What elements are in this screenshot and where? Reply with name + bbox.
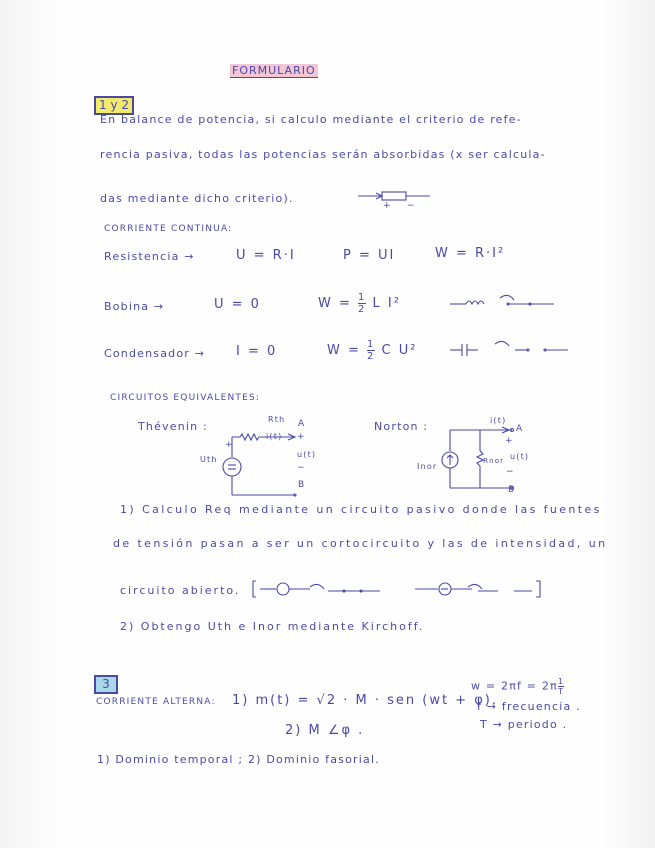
paragraph-line: rencia pasiva, todas las potencias serán absorbidas (x ser calcula- <box>100 148 546 161</box>
denominator: T <box>558 687 565 696</box>
formula-lhs: W = <box>318 296 359 311</box>
paragraph-line: En balance de potencia, si calculo mediante el criterio de refe- <box>100 113 522 126</box>
current-label: i(t) <box>266 432 283 441</box>
dc-label-resistance: Resistencia → <box>104 250 195 263</box>
formula <box>327 339 417 362</box>
step-line: 2) Obtengo Uth e Inor mediante Kirchoff. <box>120 620 425 633</box>
terminal-b: B <box>298 480 306 490</box>
fraction <box>367 339 375 362</box>
coil-symbol-icon <box>450 292 560 312</box>
dc-label-capacitor: Condensador → <box>104 347 206 360</box>
capacitor-symbol-icon <box>450 338 575 358</box>
numerator: 1 <box>557 677 565 686</box>
dc-label-coil: Bobina → <box>104 300 165 313</box>
ac-formula-2: 2) M ∠φ . <box>285 723 365 738</box>
source-equivalence-diagram <box>250 575 570 605</box>
minus-sign: − <box>297 463 306 473</box>
section-badge-1-2: 1 y 2 <box>94 96 134 115</box>
formula: I = 0 <box>236 344 278 359</box>
current-label: i(t) <box>490 416 507 425</box>
omega-formula <box>471 677 564 696</box>
plus-sign: + <box>505 436 514 446</box>
numerator: 1 <box>367 339 376 350</box>
dc-heading: CORRIENTE CONTINUA: <box>104 224 233 234</box>
period-note: T → periodo . <box>480 718 568 731</box>
section-badge-3: 3 <box>94 675 118 694</box>
inor-label: Inor <box>417 462 438 471</box>
terminal-b: B <box>508 485 516 495</box>
formula: U = 0 <box>214 297 261 312</box>
paragraph-line: das mediante dicho criterio). <box>100 192 294 205</box>
formula: U = R·I <box>236 248 296 263</box>
voltage-label: u(t) <box>510 452 530 461</box>
minus-sign: − <box>506 467 515 477</box>
uth-label: Uth <box>200 455 218 464</box>
formula-rhs: C U² <box>381 343 418 358</box>
fraction <box>558 677 564 696</box>
numerator: 1 <box>358 292 367 303</box>
domains-note: 1) Dominio temporal ; 2) Dominio fasorial. <box>97 753 380 766</box>
formula: P = UI <box>343 248 396 263</box>
rnor-label: Rnor <box>483 457 505 465</box>
formula-lhs: W = <box>327 343 368 358</box>
equiv-heading: CIRCUITOS EQUIVALENTES: <box>110 393 261 403</box>
ac-heading: CORRIENTE ALTERNA: <box>96 697 216 707</box>
formula: W = R·I² <box>435 246 506 261</box>
formula-rhs: L I² <box>372 296 401 311</box>
terminal-a: A <box>516 424 524 434</box>
step-line: 1) Calculo Req mediante un circuito pasivo donde las fuentes <box>120 503 602 516</box>
plus-sign: + <box>383 201 392 211</box>
step-line: circuito abierto. <box>120 584 241 597</box>
denominator: 2 <box>358 304 367 315</box>
denominator: 2 <box>367 351 376 362</box>
fraction <box>358 292 366 315</box>
omega-text: w = 2πf = 2π <box>471 679 558 693</box>
frequency-note: f → frecuencia . <box>477 700 581 713</box>
plus-sign: + <box>225 440 234 450</box>
voltage-label: u(t) <box>297 450 317 459</box>
resistor-symbol-icon <box>358 190 438 215</box>
page-title: FORMULARIO <box>232 64 316 77</box>
minus-sign: − <box>407 201 416 211</box>
terminal-a: A <box>298 419 306 429</box>
plus-sign: + <box>297 432 306 442</box>
rth-label: Rth <box>268 415 286 424</box>
norton-label: Norton : <box>374 420 429 433</box>
step-line: de tensión pasan a ser un cortocircuito y las de intensidad, un <box>113 537 608 550</box>
thevenin-label: Thévenin : <box>138 420 208 433</box>
ac-formula-1: 1) m(t) = √2 · M · sen (wt + φ). <box>232 693 498 708</box>
formula <box>318 292 401 315</box>
